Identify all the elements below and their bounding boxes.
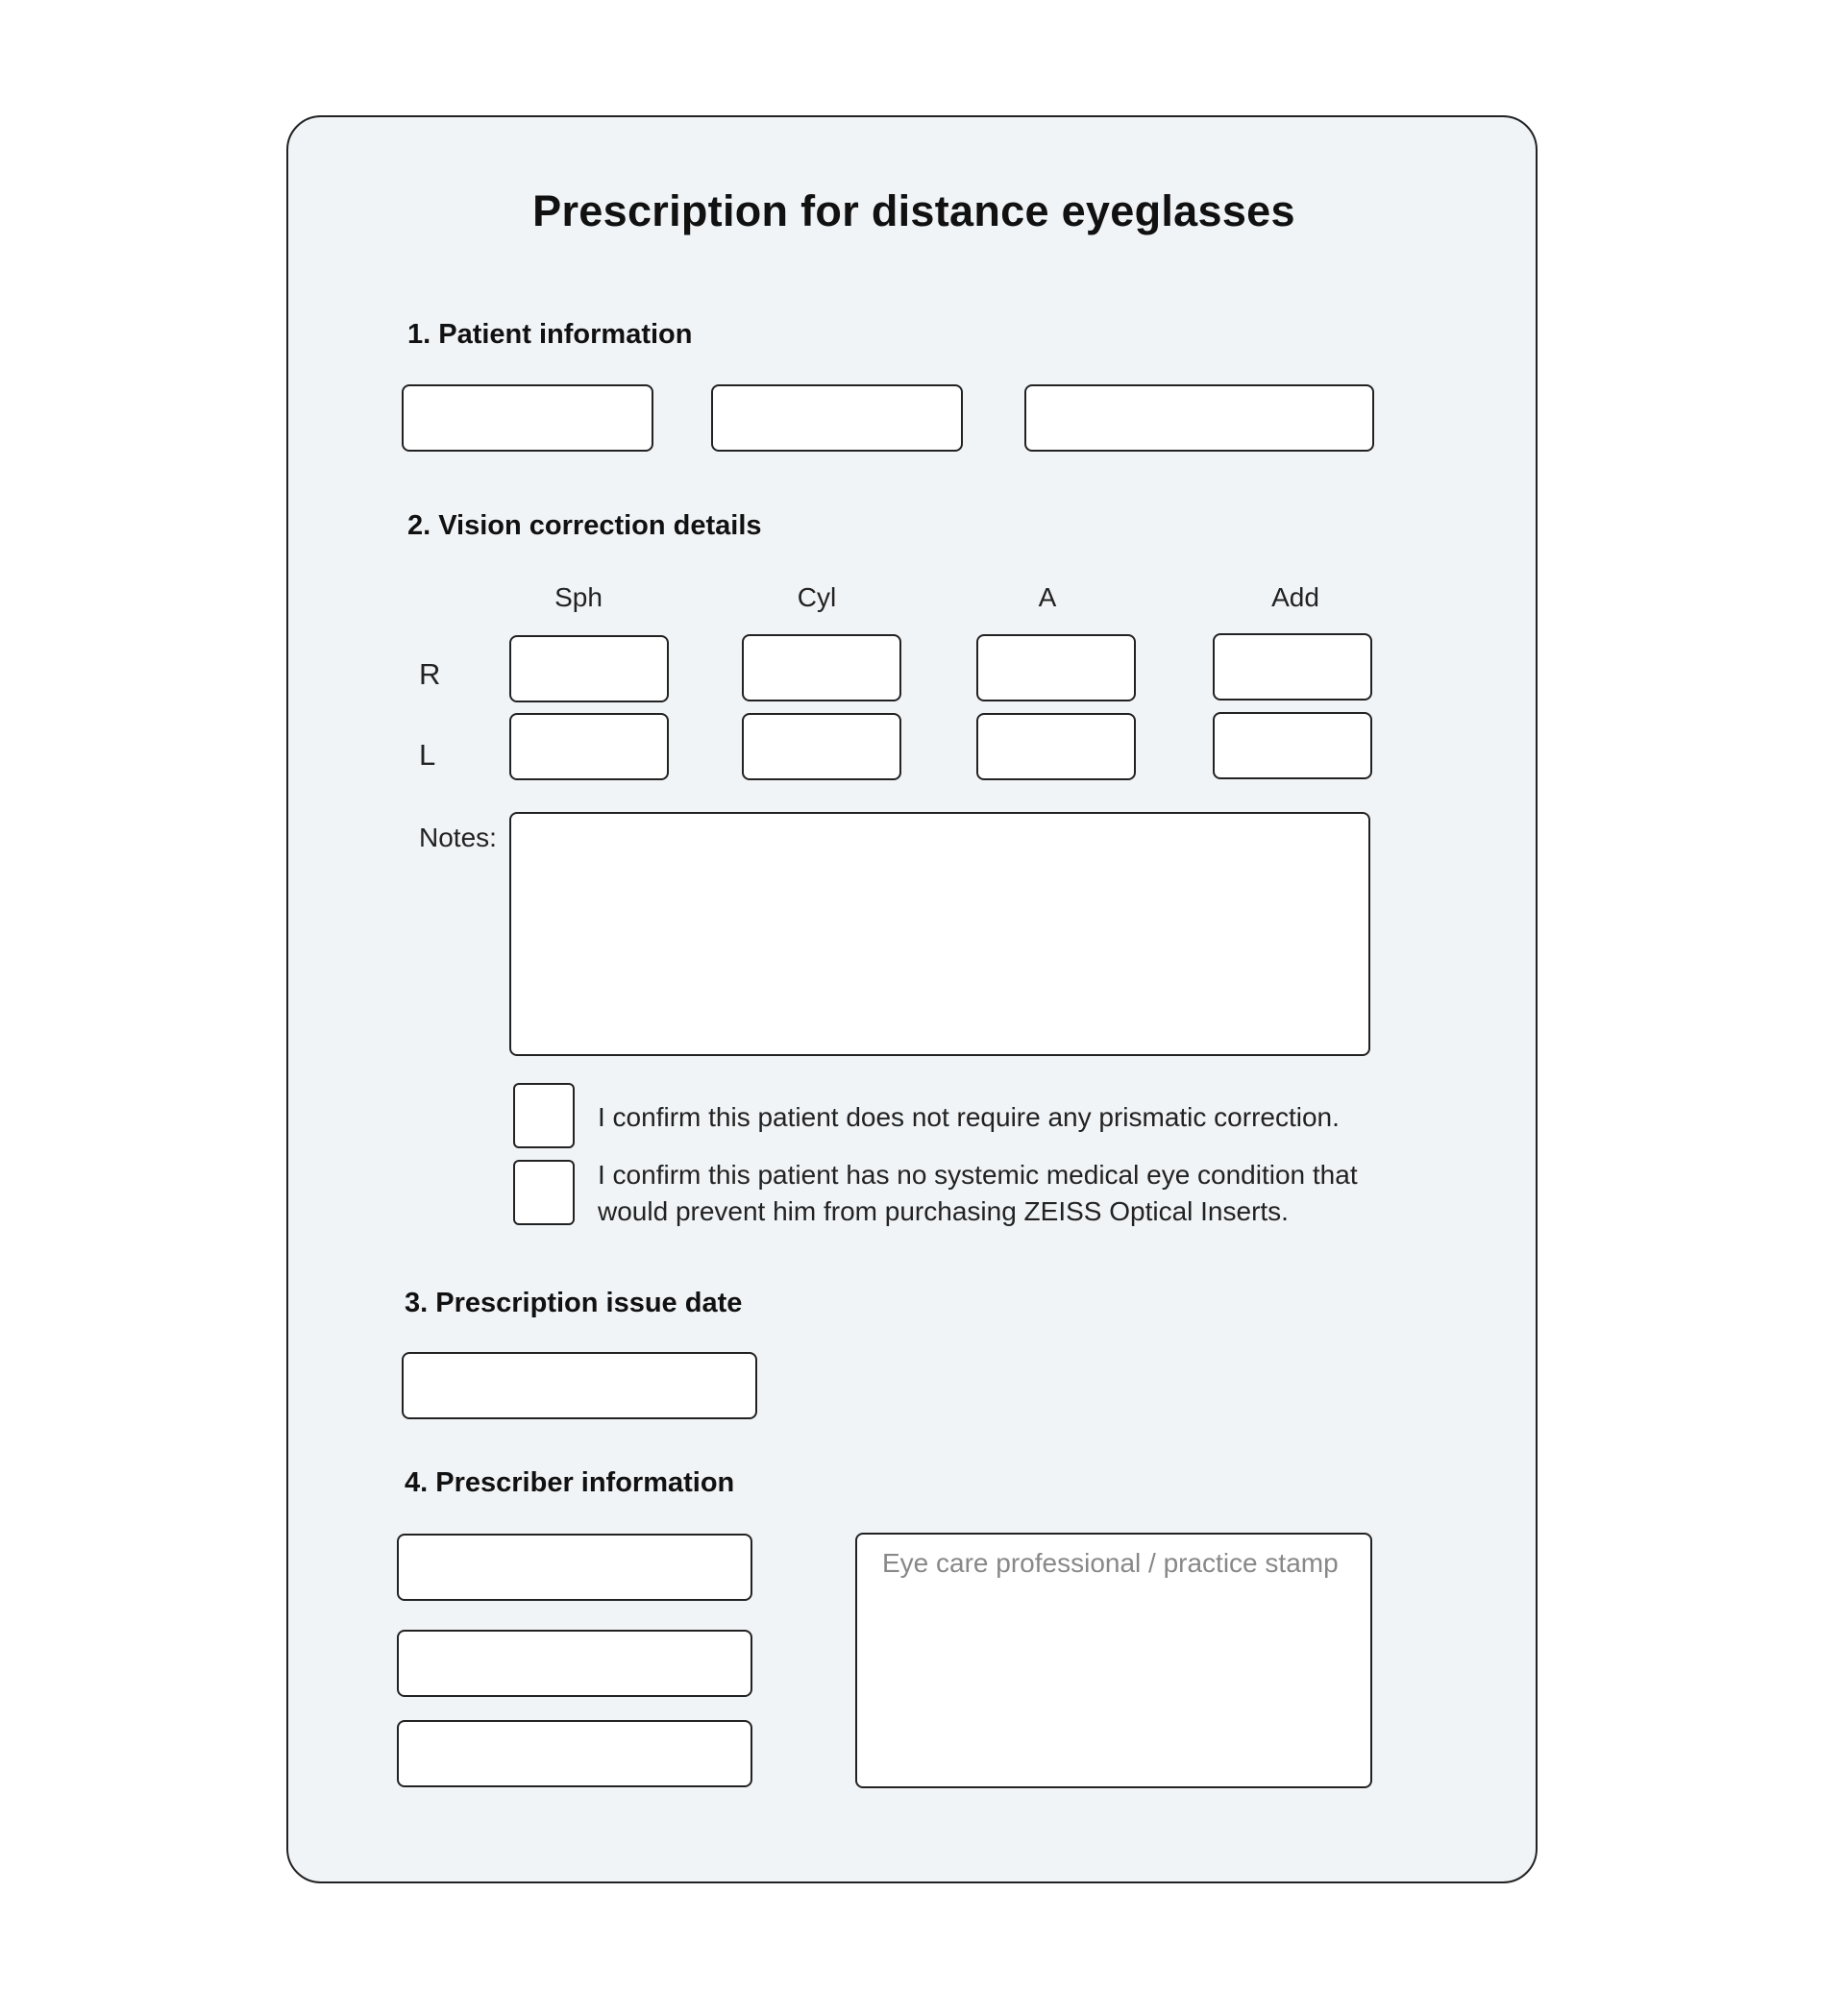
section-vision-title: 2. Vision correction details [407, 510, 762, 541]
col-label-add: Add [1271, 582, 1319, 612]
col-label-cyl: Cyl [797, 582, 837, 612]
stamp-placeholder-text: Eye care professional / practice stamp [882, 1548, 1339, 1578]
prescriber-field-1[interactable] [397, 1534, 752, 1601]
form-title: Prescription for distance eyeglasses [532, 186, 1295, 235]
notes-textarea[interactable] [509, 812, 1370, 1056]
row-label-left: L [419, 738, 436, 772]
patient-field-2[interactable] [711, 384, 963, 452]
row-label-right: R [419, 657, 441, 691]
col-label-sph: Sph [554, 582, 603, 612]
patient-field-1[interactable] [402, 384, 653, 452]
no-prism-confirmation-text: I confirm this patient does not require any prismatic correction. [598, 1102, 1340, 1132]
col-label-a: A [1038, 582, 1057, 612]
right-axis-field[interactable] [976, 634, 1136, 701]
left-cyl-field[interactable] [742, 713, 901, 780]
left-sph-field[interactable] [509, 713, 669, 780]
right-add-field[interactable] [1213, 633, 1372, 701]
left-add-field[interactable] [1213, 712, 1372, 779]
prescription-form-card [286, 115, 1538, 1883]
section-issue-date-title: 3. Prescription issue date [405, 1288, 743, 1318]
practice-stamp-box[interactable] [855, 1533, 1372, 1788]
right-sph-field[interactable] [509, 635, 669, 702]
left-axis-field[interactable] [976, 713, 1136, 780]
notes-label: Notes: [419, 823, 497, 852]
section-prescriber-title: 4. Prescriber information [405, 1467, 735, 1498]
prescriber-field-2[interactable] [397, 1630, 752, 1697]
no-medical-condition-checkbox[interactable] [513, 1160, 575, 1225]
no-prism-checkbox[interactable] [513, 1083, 575, 1148]
prescriber-field-3[interactable] [397, 1720, 752, 1787]
issue-date-field[interactable] [402, 1352, 757, 1419]
no-medical-condition-confirmation-text: I confirm this patient has no systemic medical eye condition that would prevent him from purchasing ZEISS Optical Inserts. [598, 1160, 1358, 1226]
section-patient-title: 1. Patient information [407, 319, 693, 350]
patient-field-3[interactable] [1024, 384, 1374, 452]
right-cyl-field[interactable] [742, 634, 901, 701]
